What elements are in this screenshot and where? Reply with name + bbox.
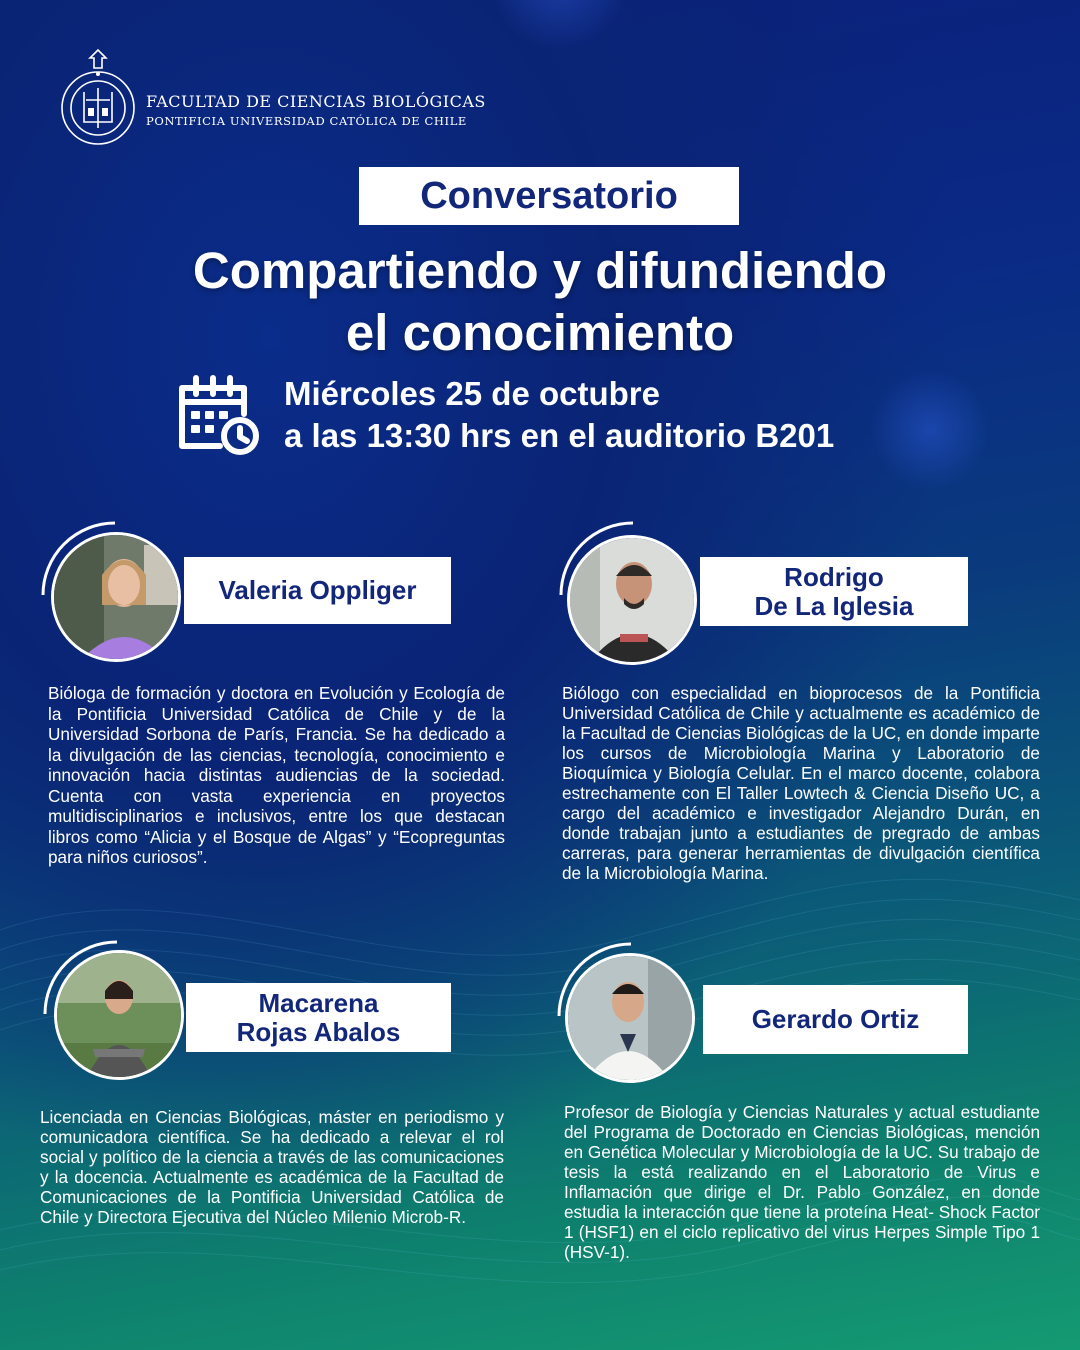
speaker-name-line-2: De La Iglesia <box>754 590 914 621</box>
speaker-bio-macarena: Licenciada en Ciencias Biológicas, máster en periodismo y comunicadora científica. Se ha dedicado a relevar el rol social y político de la ciencia a través de las comunicaciones y la docencia. Actualmente es académica de la Facultad de Comunicaciones de la Pontificia Universidad Católica de Chile y Directora Ejecutiva del Núcleo Milenio Microb-R. <box>40 1107 504 1227</box>
event-type-label: Conversatorio <box>420 174 678 217</box>
speaker-name-box-gerardo <box>703 985 968 1054</box>
event-date: Miércoles 25 de octubre <box>284 375 660 412</box>
faculty-header <box>146 92 486 128</box>
speaker-bio-gerardo: Profesor de Biología y Ciencias Naturales y actual estudiante del Programa de Doctorado en Ciencias Biológicas, mención en Genética Molecular y Microbiología de la UC. Su trabajo de tesis la está realizando en el Laboratorio de Virus e Inflamación que dirige el Dr. Pablo González, en donde estudia la interacción que tiene la proteína Heat- Shock Factor 1 (HSF1) en el ciclo replicativo del virus Herpes Simple Tipo 1 (HSV-1). <box>564 1102 1040 1262</box>
speaker-photo-gerardo <box>565 953 695 1083</box>
speaker-name-line-1: Gerardo Ortiz <box>751 1004 920 1034</box>
speaker-bio-rodrigo: Biólogo con especialidad en bioprocesos de la Pontificia Universidad Católica de Chile y actualmente es académico de la Facultad de Ciencias Biológicas de la UC, en donde imparte los cursos de Microbiología Marina y Laboratorio de Bioquímica y Biología Celular. En el marco docente, colabora estrechamente con El Taller Lowtech & Ciencia Diseño UC, a cargo del académico e investigador Alejandro Durán, en donde trabajan junto a estudiantes de pregrado de ambas carreras, para generar herramientas de divulgación científica de la Microbiología Marina. <box>562 683 1040 883</box>
calendar-clock-icon <box>174 374 262 458</box>
university-seal-logo <box>60 48 136 148</box>
speaker-bio-valeria: Bióloga de formación y doctora en Evolución y Ecología de la Pontificia Universidad Católica de Chile y de la Universidad Sorbona de París, Francia. Se ha dedicado a la divulgación de las ciencias, tecnología, conocimiento e innovación hacia distintas audiencias de la sociedad. Cuenta con vasta experiencia en proyectos multidisciplinarios e inclusivos, entre los que destacan libros como “Alicia y el Bosque de Algas” y “Ecopreguntas para niños curiosos”. <box>48 683 505 867</box>
speaker-name-box-rodrigo <box>700 557 968 626</box>
speaker-photo-macarena <box>54 950 184 1080</box>
speaker-name-line-1: Valeria Oppliger <box>218 575 417 605</box>
event-title <box>0 240 1080 364</box>
speaker-name-line-1: Macarena <box>258 987 379 1018</box>
event-datetime <box>284 373 834 457</box>
speaker-name-line-1: Rodrigo <box>784 561 884 592</box>
event-type-tag <box>359 167 739 225</box>
speaker-photo-rodrigo <box>567 535 697 665</box>
faculty-name: FACULTAD DE CIENCIAS BIOLÓGICAS <box>146 92 486 111</box>
title-line-2: el conocimiento <box>345 304 735 361</box>
speaker-name-box-valeria <box>184 557 451 624</box>
speaker-name-line-2: Rojas Abalos <box>236 1016 401 1047</box>
speaker-photo-valeria <box>51 532 181 662</box>
speaker-name-box-macarena <box>186 983 451 1052</box>
event-time-place: a las 13:30 hrs en el auditorio B201 <box>284 417 835 454</box>
university-name: PONTIFICIA UNIVERSIDAD CATÓLICA DE CHILE <box>146 114 467 128</box>
title-line-1: Compartiendo y difundiendo <box>192 242 888 299</box>
